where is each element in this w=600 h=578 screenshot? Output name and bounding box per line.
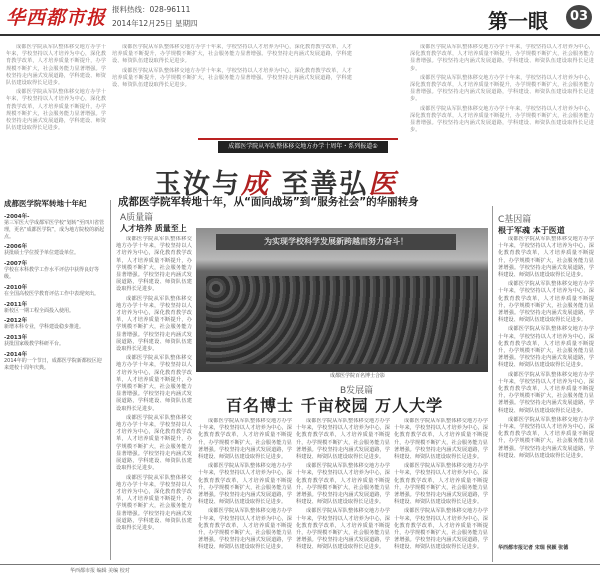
timeline-title: 成都医学院军转地十年纪 <box>4 199 87 208</box>
subheadline: 成都医学院军转地十年，从“面向战场”到“服务社会”的华丽转身 <box>118 196 419 208</box>
body-paragraph: 成都医学院从军队整体移交地方办学十年来，学校坚持以人才培养为中心，深化教育教学改革，人才培养质量不断提升，办学规模不断扩大，社会服务能力显著增强。学校坚持走内涵式发展道路，学科建设、师资队伍建设取得长足进步。 <box>116 295 192 353</box>
timeline-entry <box>0 242 108 257</box>
body-paragraph: 成都医学院从军队整体移交地方办学十年来，学校坚持以人才培养为中心，深化教育教学改革，人才培养质量不断提升，办学规模不断扩大，社会服务能力显著增强。学校坚持走内涵式发展道路，学科建设、师资队伍建设取得长足进步。 <box>296 463 390 506</box>
timeline-sidebar <box>0 198 108 488</box>
body-paragraph: 成都医学院从军队整体移交地方办学十年来，学校坚持以人才培养为中心，深化教育教学改革，人才培养质量不断提升，办学规模不断扩大，社会服务能力显著增强。学校坚持走内涵式发展道路，学科建设、师资队伍建设取得长足进步。 <box>394 508 488 551</box>
timeline-year: -2010年 <box>4 284 28 291</box>
body-paragraph: 成都医学院从军队整体移交地方办学十年来，学校坚持以人才培养为中心，深化教育教学改革，人才培养质量不断提升，办学规模不断扩大，社会服务能力显著增强。学校坚持走内涵式发展道路，学科建设、师资队伍建设取得长足进步。 <box>116 355 192 412</box>
kicker: 成都医学院从军队整体移交地方办学十周年・系列报道① <box>218 141 388 153</box>
timeline-entry <box>0 259 108 281</box>
body-paragraph: 成都医学院从军队整体移交地方办学十年来，学校坚持以人才培养为中心，深化教育教学改革，人才培养质量不断提升，办学规模不断扩大，社会服务能力显著增强。学校坚持走内涵式发展道路，学科建设、师资队伍建设取得长足进步。 <box>198 463 292 506</box>
timeline-text: 新增本科专业，学科建设稳步推进。 <box>4 324 85 331</box>
timeline-entry <box>0 212 108 240</box>
body-paragraph: 成都医学院从军队整体移交地方办学十年来，学校坚持以人才培养为中心，深化教育教学改革，人才培养质量不断提升，办学规模不断扩大，社会服务能力显著增强。学校坚持走内涵式发展道路，学科建设、师资队伍建设取得长足进步。 <box>6 44 106 87</box>
timeline-text: 在全国高校医学教育评估工作中表现突出。 <box>4 290 100 297</box>
body-paragraph: 成都医学院从军队整体移交地方办学十年来，学校坚持以人才培养为中心，深化教育教学改革，人才培养质量不断提升，办学规模不断扩大，社会服务能力显著增强。学校坚持走内涵式发展道路，学科建设、师资队伍建设取得长足进步。 <box>198 418 292 461</box>
section-c-column <box>498 236 594 528</box>
timeline-entry <box>0 283 108 298</box>
timeline-year: -2007年 <box>4 261 28 268</box>
timeline-year: -2012年 <box>4 318 28 325</box>
section-a-subtitle: 人才培养 质量至上 <box>120 224 187 233</box>
timeline-entry <box>0 300 108 315</box>
issue-date: 2014年12月25日 星期四 <box>112 19 198 28</box>
timeline-year: -2013年 <box>4 335 28 342</box>
photo-crowd <box>206 276 478 364</box>
section-a-column-1 <box>116 236 192 562</box>
timeline-entry <box>0 316 108 331</box>
section-b-title: 百名博士 千亩校园 万人大学 <box>226 396 444 415</box>
body-paragraph: 成都医学院从军队整体移交地方办学十年来，学校坚持以人才培养为中心，深化教育教学改革，人才培养质量不断提升，办学规模不断扩大，社会服务能力显著增强。学校坚持走内涵式发展道路，学科建设、师资队伍建设取得长足进步。 <box>296 418 390 461</box>
hotline: 报料热线：028-96111 <box>112 5 191 14</box>
body-paragraph: 成都医学院从军队整体移交地方办学十年来，学校坚持以人才培养为中心，深化教育教学改革，人才培养质量不断提升，办学规模不断扩大，社会服务能力显著增强。学校坚持走内涵式发展道路，学科建设、师资队伍建设取得长足进步。 <box>112 67 352 89</box>
page-footer: 华西都市报 编辑 美编 校对 <box>0 564 600 578</box>
timeline-text: 新校区一期工程全面投入使用。 <box>4 307 75 314</box>
newspaper-logo: 华西都市报 <box>6 7 107 29</box>
section-title: 第一眼 <box>488 9 548 33</box>
body-paragraph: 成都医学院从军队整体移交地方办学十年来，学校坚持以人才培养为中心，深化教育教学改革，人才培养质量不断提升，办学规模不断扩大，社会服务能力显著增强。学校坚持走内涵式发展道路，学科建设、师资队伍建设取得长足进步。 <box>394 418 488 461</box>
body-paragraph: 成都医学院从军队整体移交地方办学十年来，学校坚持以人才培养为中心，深化教育教学改革，人才培养质量不断提升，办学规模不断扩大，社会服务能力显著增强。学校坚持走内涵式发展道路，学科建设、师资队伍建设取得长足进步。 <box>498 416 594 459</box>
body-paragraph: 成都医学院从军队整体移交地方办学十年来，学校坚持以人才培养为中心，深化教育教学改革，人才培养质量不断提升，办学规模不断扩大，社会服务能力显著增强。学校坚持走内涵式发展道路，学科建设、师资队伍建设取得长足进步。 <box>6 89 106 132</box>
section-b-column-2 <box>296 418 390 562</box>
page-number: 03 <box>566 5 592 29</box>
body-paragraph: 成都医学院从军队整体移交地方办学十年来，学校坚持以人才培养为中心，深化教育教学改革，人才培养质量不断提升，办学规模不断扩大，社会服务能力显著增强。学校坚持走内涵式发展道路，学科建设、师资队伍建设取得长足进步。 <box>410 105 594 134</box>
byline: 华西都市报记者 宋瑞 侯颖 张德 <box>498 545 569 551</box>
top-left-column <box>6 44 106 194</box>
body-paragraph: 成都医学院从军队整体移交地方办学十年来，学校坚持以人才培养为中心，深化教育教学改革，人才培养质量不断提升，办学规模不断扩大，社会服务能力显著增强。学校坚持走内涵式发展道路，学科建设、师资队伍建设取得长足进步。 <box>498 371 594 414</box>
headline-calligraphy: 成 <box>241 169 270 200</box>
headline-calligraphy: 医 <box>368 169 398 200</box>
section-a-label: A质量篇 <box>120 213 154 223</box>
body-paragraph: 成都医学院从军队整体移交地方办学十年来，学校坚持以人才培养为中心，深化教育教学改革，人才培养质量不断提升，办学规模不断扩大，社会服务能力显著增强。学校坚持走内涵式发展道路，学科建设、师资队伍建设取得长足进步。 <box>498 236 594 279</box>
body-paragraph: 成都医学院从军队整体移交地方办学十年来，学校坚持以人才培养为中心，深化教育教学改革，人才培养质量不断提升，办学规模不断扩大，社会服务能力显著增强。学校坚持走内涵式发展道路，学科建设、师资队伍建设取得长足进步。 <box>116 474 192 531</box>
timeline-year: -2006年 <box>4 244 28 251</box>
body-paragraph: 成都医学院从军队整体移交地方办学十年来，学校坚持以人才培养为中心，深化教育教学改革，人才培养质量不断提升，办学规模不断扩大，社会服务能力显著增强。学校坚持走内涵式发展道路，学科建设、师资队伍建设取得长足进步。 <box>198 508 292 551</box>
body-paragraph: 成都医学院从军队整体移交地方办学十年来，学校坚持以人才培养为中心，深化教育教学改革，人才培养质量不断提升，办学规模不断扩大，社会服务能力显著增强。学校坚持走内涵式发展道路，学科建设、师资队伍建设取得长足进步。 <box>498 281 594 324</box>
section-b-column-1 <box>198 418 292 562</box>
kicker-rule <box>198 138 398 140</box>
body-paragraph: 成都医学院从军队整体移交地方办学十年来，学校坚持以人才培养为中心，深化教育教学改革，人才培养质量不断提升，办学规模不断扩大，社会服务能力显著增强。学校坚持走内涵式发展道路，学科建设、师资队伍建设取得长足进步。 <box>296 508 390 551</box>
section-b-label: B发展篇 <box>340 386 374 396</box>
group-photo <box>196 228 488 372</box>
body-paragraph: 成都医学院从军队整体移交地方办学十年来，学校坚持以人才培养为中心，深化教育教学改革，人才培养质量不断提升，办学规模不断扩大，社会服务能力显著增强。学校坚持走内涵式发展道路，学科建设、师资队伍建设取得长足进步。 <box>410 74 594 103</box>
top-middle-column <box>112 44 352 136</box>
section-c-label: C基因篇 <box>498 215 532 225</box>
timeline-text: 第三军医大学成都军医学校“划转”至四川省管理，更名“成都医学院”，成为地方院校的新起点。 <box>4 220 105 240</box>
top-right-column <box>410 44 594 204</box>
timeline-text: 获批硕士学位授予单位建设单位。 <box>4 250 80 257</box>
body-paragraph: 成都医学院从军队整体移交地方办学十年来，学校坚持以人才培养为中心，深化教育教学改革，人才培养质量不断提升，办学规模不断扩大，社会服务能力显著增强。学校坚持走内涵式发展道路，学科建设、师资队伍建设取得长足进步。 <box>116 236 192 293</box>
body-paragraph: 成都医学院从军队整体移交地方办学十年来，学校坚持以人才培养为中心，深化教育教学改革，人才培养质量不断提升，办学规模不断扩大，社会服务能力显著增强。学校坚持走内涵式发展道路，学科建设、师资队伍建设取得长足进步。 <box>410 44 594 72</box>
headline-part: 玉汝与 <box>154 169 241 200</box>
timeline-text: 学校在本科教学工作水平评估中获得良好等级。 <box>4 267 100 280</box>
section-a-heading <box>120 210 187 234</box>
timeline-entry <box>0 333 108 348</box>
timeline-entry <box>0 350 108 372</box>
body-paragraph: 成都医学院从军队整体移交地方办学十年来，学校坚持以人才培养为中心，深化教育教学改革，人才培养质量不断提升，办学规模不断扩大，社会服务能力显著增强。学校坚持走内涵式发展道路，学科建设、师资队伍建设取得长足进步。 <box>394 463 488 506</box>
timeline-year: -2004年- <box>4 214 30 220</box>
body-paragraph: 成都医学院从军队整体移交地方办学十年来，学校坚持以人才培养为中心，深化教育教学改革，人才培养质量不断提升，办学规模不断扩大，社会服务能力显著增强。学校坚持走内涵式发展道路，学科建设、师资队伍建设取得长足进步。 <box>498 326 594 369</box>
headline-part: 至善弘 <box>281 169 369 200</box>
photo-caption: 成都医学院百名博士合影 <box>330 373 386 379</box>
timeline-text: 获批国家级教学科研平台。 <box>4 341 65 348</box>
photo-banner: 为实现学校科学发展新跨越而努力奋斗！ <box>216 234 456 250</box>
column-divider <box>492 206 493 562</box>
section-c-heading <box>498 212 565 236</box>
body-paragraph: 成都医学院从军队整体移交地方办学十年来，学校坚持以人才培养为中心，深化教育教学改革，人才培养质量不断提升，办学规模不断扩大，社会服务能力显著增强。学校坚持走内涵式发展道路，学科建设、师资队伍建设取得长足进步。 <box>116 414 192 472</box>
timeline-year: -2011年 <box>4 301 28 308</box>
body-paragraph: 成都医学院从军队整体移交地方办学十年来，学校坚持以人才培养为中心，深化教育教学改革，人才培养质量不断提升，办学规模不断扩大，社会服务能力显著增强。学校坚持走内涵式发展道路，学科建设、师资队伍建设取得长足进步。 <box>112 44 352 65</box>
column-divider <box>110 200 111 560</box>
timeline-text: 2014年的一个节日，成都医学院新都校区迎来建校十周年庆典。 <box>4 357 102 371</box>
section-c-subtitle: 根于军魂 本于医道 <box>498 226 565 235</box>
section-b-column-3 <box>394 418 488 562</box>
timeline-year: -2014年 <box>4 351 28 358</box>
